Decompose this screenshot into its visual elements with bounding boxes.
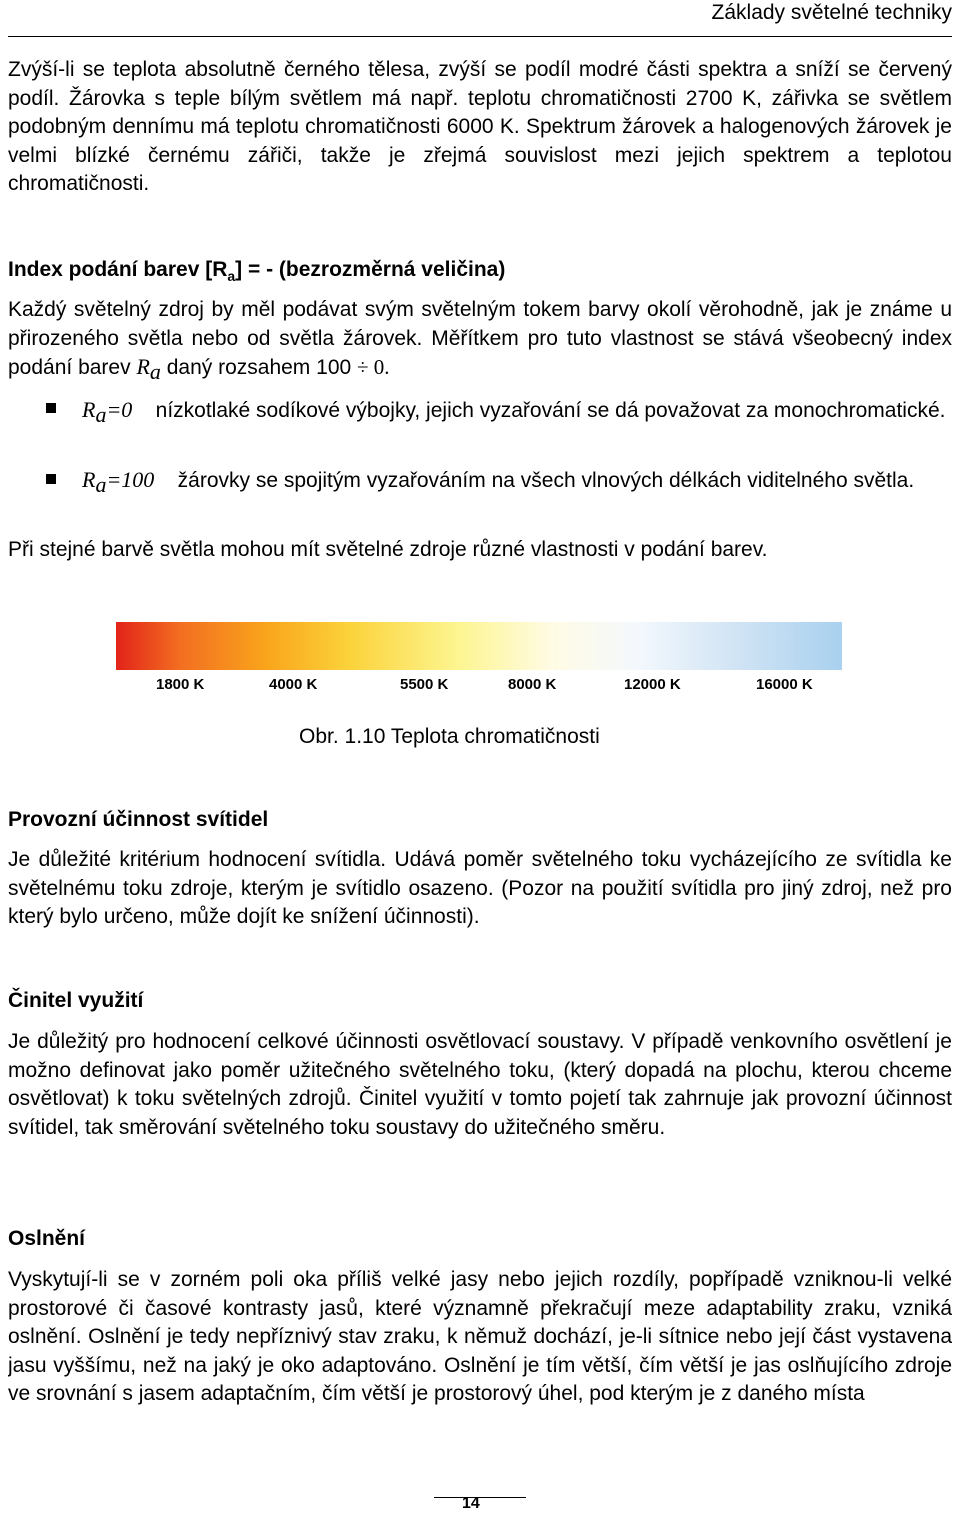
ra-heading: Index podání barev $[R_a]$ = - (bezrozměrná veličina) [8, 258, 506, 285]
osleneni-paragraph: Vyskytují-li se v zorném poli oka příliš velké jasy nebo jejich rozdíly, popřípadě vzniknou-li velké prostorové či časové kontrasty jasů, které významně překračují meze adaptability zraku, vzniká oslnění. Oslnění je tedy nepříznivý stav zraku, k němuž dochází, je-li sítnice nebo její část vystavena jasu vyššímu, než na jaký je oko adaptováno. Oslnění je tím větší, čím větší je jas oslňujícího zdroje ve srovnání s jasem adaptačním, čím větší je prostorový úhel, pod kterým je z daného místa [8, 1268, 952, 1405]
intro-paragraph: Zvýší-li se teplota absolutně černého tělesa, zvýší se podíl modré části spektra a sníží se červený podíl. Žárovka s teple bílým světlem má např. teplotu chromatičnosti 2700 K, zářivka se světlem podobným dennímu má teplotu chromatičnosti 6000 K. Spektrum žárovek a halogenových žárovek je velmi blízké černému zářiči, takže je zřejmá souvislost mezi jejich spektrem a teplotou chromatičnosti. [8, 58, 952, 195]
spectrum-tick-label: 5500 K [400, 676, 449, 693]
page-number: 14 [462, 1495, 480, 1512]
spectrum-tick-label: 12000 K [624, 676, 681, 693]
bullet-item-ra100: $R_a=100$ žárovky se spojitým vyzařováním na všech vlnových délkách viditelného světla. [82, 467, 915, 498]
bullet-marker [46, 403, 56, 413]
ra-closing-paragraph: Při stejné barvě světla mohou mít světelné zdroje různé vlastnosti v podání barev. [8, 538, 768, 561]
ra-paragraph: Každý světelný zdroj by měl podávat svým světelným tokem barvy okolí věrohodně, jak je známe u přirozeného světla nebo od světla žárovek. Měřítkem pro tuto vlastnost se stává všeobecný index podání barev $R_a$ daný rozsahem 100 ÷ 0. [8, 298, 952, 385]
osleneni-heading: Oslnění [8, 1227, 86, 1250]
provozni-heading: Provozní účinnost svítidel [8, 808, 269, 831]
header-divider [8, 36, 952, 37]
cinitel-paragraph: Je důležitý pro hodnocení celkové účinnosti osvětlovací soustavy. V případě venkovního osvětlení je možno definovat jako poměr užitečného světelného toku, (který dopadá na plochu, kterou chceme osvětlovat) k toku světelných zdrojů. Činitel využití v tomto pojetí tak zahrnuje jak provozní účinnost svítidel, tak směrování světelného toku soustavy do užitečného směru. [8, 1030, 952, 1139]
cinitel-heading: Činitel využití [8, 989, 144, 1012]
provozni-paragraph: Je důležité kritérium hodnocení svítidla. Udává poměr světelného toku vycházejícího ze svítidla ke světelnému toku zdroje, kterým je svítidlo osazeno. (Pozor na použití svítidla pro jiný zdroj, než pro který bylo určeno, může dojít ke snížení účinnosti). [8, 848, 952, 928]
running-header: Základy světelné techniky [711, 1, 952, 24]
bullet-marker [46, 474, 56, 484]
color-temperature-spectrum [116, 622, 842, 670]
bullet-item-ra0: $R_a=0$ nízkotlaké sodíkové výbojky, jejich vyzařování se dá považovat za monochromatické. [82, 397, 946, 428]
figure-caption: Obr. 1.10 Teplota chromatičnosti [299, 725, 600, 748]
spectrum-tick-label: 8000 K [508, 676, 557, 693]
spectrum-tick-label: 1800 K [156, 676, 205, 693]
spectrum-scale [116, 676, 842, 700]
spectrum-tick-label: 4000 K [269, 676, 318, 693]
spectrum-tick-label: 16000 K [756, 676, 813, 693]
footer-divider [434, 1497, 526, 1498]
